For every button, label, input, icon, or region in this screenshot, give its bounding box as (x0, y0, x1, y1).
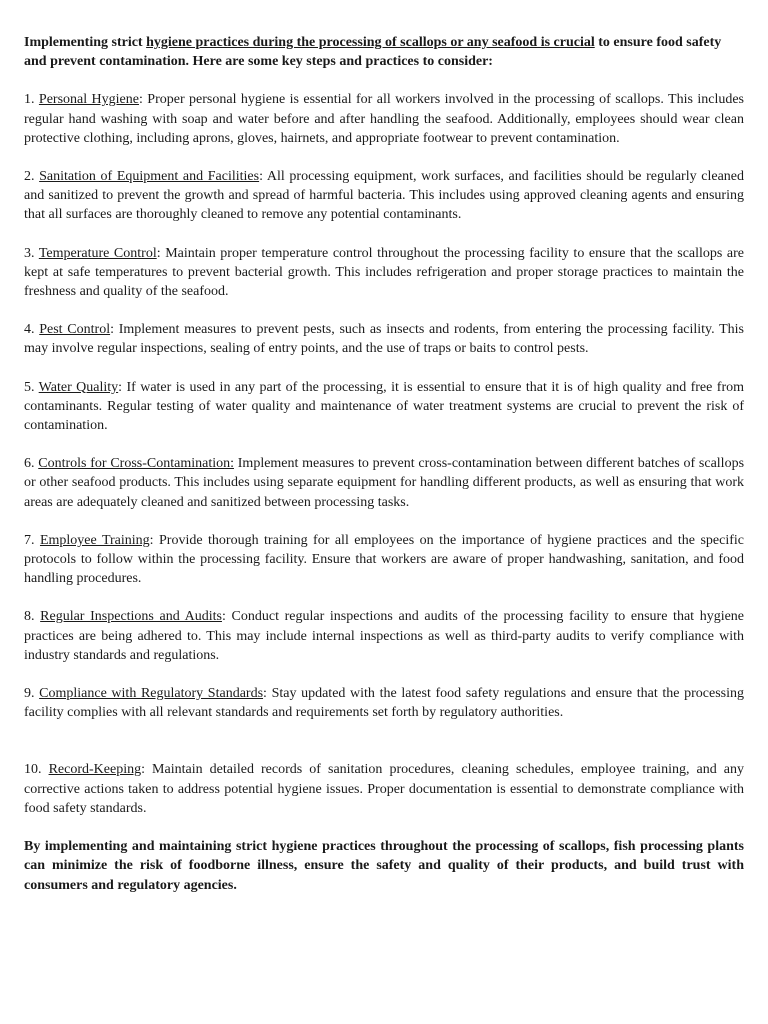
list-item (24, 378, 744, 436)
item-title: Water Quality (38, 379, 119, 395)
item-title: Sanitation of Equipment and Facilities (39, 169, 260, 185)
list-item (24, 607, 744, 665)
item-separator: : (138, 92, 148, 108)
item-title: Temperature Control (38, 245, 157, 261)
list-item (24, 244, 744, 302)
item-separator: : (149, 532, 160, 548)
item-separator: : (141, 762, 153, 778)
intro-paragraph (24, 33, 744, 71)
list-item (24, 531, 744, 589)
item-separator: : (259, 169, 267, 185)
item-title: Employee Training (39, 532, 150, 548)
document-page (24, 33, 744, 914)
item-number: 6. (24, 456, 39, 472)
list-item (24, 90, 744, 148)
list-item (24, 454, 744, 512)
item-number: 5. (24, 379, 39, 395)
item-separator: : (110, 322, 119, 338)
item-separator: : (263, 686, 272, 702)
item-separator: : (221, 609, 232, 625)
item-number: 3. (24, 245, 39, 261)
item-number: 7. (24, 532, 40, 548)
list-item (24, 167, 744, 225)
list-item (24, 684, 744, 722)
item-body: Proper personal hygiene is essential for all workers involved in the processing of scallops. This includes regular hand washing with soap and water before and after handling the seafood. Additionally, employees should wear clean protective clothing, including aprons, gloves, hairnets, and appropriate footwear to prevent contamination. (24, 92, 744, 146)
item-number: 9. (24, 686, 40, 702)
item-number: 1. (24, 92, 39, 108)
item-title: Personal Hygiene (38, 92, 139, 108)
item-title: Pest Control (39, 322, 111, 338)
intro-underlined-text: hygiene practices during the processing of scallops or any seafood is crucial (146, 35, 595, 50)
item-body: Conduct regular inspections and audits of the processing facility to ensure that hygiene practices are being adhered to. This may include internal inspections as well as third-party audits to verify compliance with industry standards and regulations. (24, 609, 745, 663)
item-number: 8. (24, 609, 41, 625)
item-body: Maintain proper temperature control throughout the processing facility to ensure that the scallops are kept at safe temperatures to prevent bacterial growth. This includes refrigeration and proper storage practices to maintain the freshness and quality of the seafood. (24, 245, 745, 300)
item-body: Stay updated with the latest food safety regulations and ensure that the processing facility complies with all relevant standards and requirements set forth by regulatory authorities. (24, 686, 744, 721)
intro-text-end: to ensure food safety and prevent contamination. Here are some key steps and practices to consider: (24, 35, 722, 70)
item-number: 10. (24, 762, 49, 778)
item-body: Implement measures to prevent pests, such as insects and rodents, from entering the processing facility. This may involve regular inspections, sealing of entry points, and the use of traps or baits to control pests. (24, 322, 745, 357)
item-body: Implement measures to prevent cross-contamination between different batches of scallops or other seafood products. This includes using separate equipment for handling different products, as well as ensuring that work areas are adequately cleaned and sanitized between processing tasks. (24, 456, 745, 510)
item-number: 4. (24, 322, 40, 338)
list-item (24, 760, 744, 818)
item-number: 2. (24, 169, 40, 185)
item-title: Regular Inspections and Audits (40, 609, 222, 625)
item-body: Maintain detailed records of sanitation procedures, cleaning schedules, employee training, and any corrective actions taken to address potential hygiene issues. Proper documentation is essential to demonstrate compliance with food safety standards. (24, 762, 745, 816)
item-body: All processing equipment, work surfaces, and facilities should be regularly cleaned and sanitized to prevent the growth and spread of harmful bacteria. This includes using approved cleaning agents and ensuring that all surfaces are thoroughly cleaned to remove any potential contaminants. (24, 169, 744, 223)
item-title: Controls for Cross-Contamination: (38, 456, 234, 472)
item-body: Provide thorough training for all employees on the importance of hygiene practices and the specific protocols to follow within the processing facility. Ensure that workers are aware of proper handwashing, sanitation, and food handling procedures. (24, 532, 744, 587)
conclusion-paragraph: By implementing and maintaining strict hygiene practices throughout the processing of scallops, fish processing plants can minimize the risk of foodborne illness, ensure the safety and quality of their products, and build trust with consumers and regulatory agencies. (24, 839, 744, 893)
intro-text-start: Implementing strict (24, 35, 147, 50)
list-item (24, 320, 744, 358)
item-separator: : (118, 379, 127, 395)
item-body: If water is used in any part of the processing, it is essential to ensure that it is of high quality and free from contaminants. Regular testing of water quality and maintenance of water treatment systems are crucial to prevent the risk of contamination. (24, 379, 744, 434)
item-title: Compliance with Regulatory Standards (39, 686, 264, 702)
item-separator: : (156, 245, 166, 261)
item-title: Record-Keeping (48, 762, 142, 778)
